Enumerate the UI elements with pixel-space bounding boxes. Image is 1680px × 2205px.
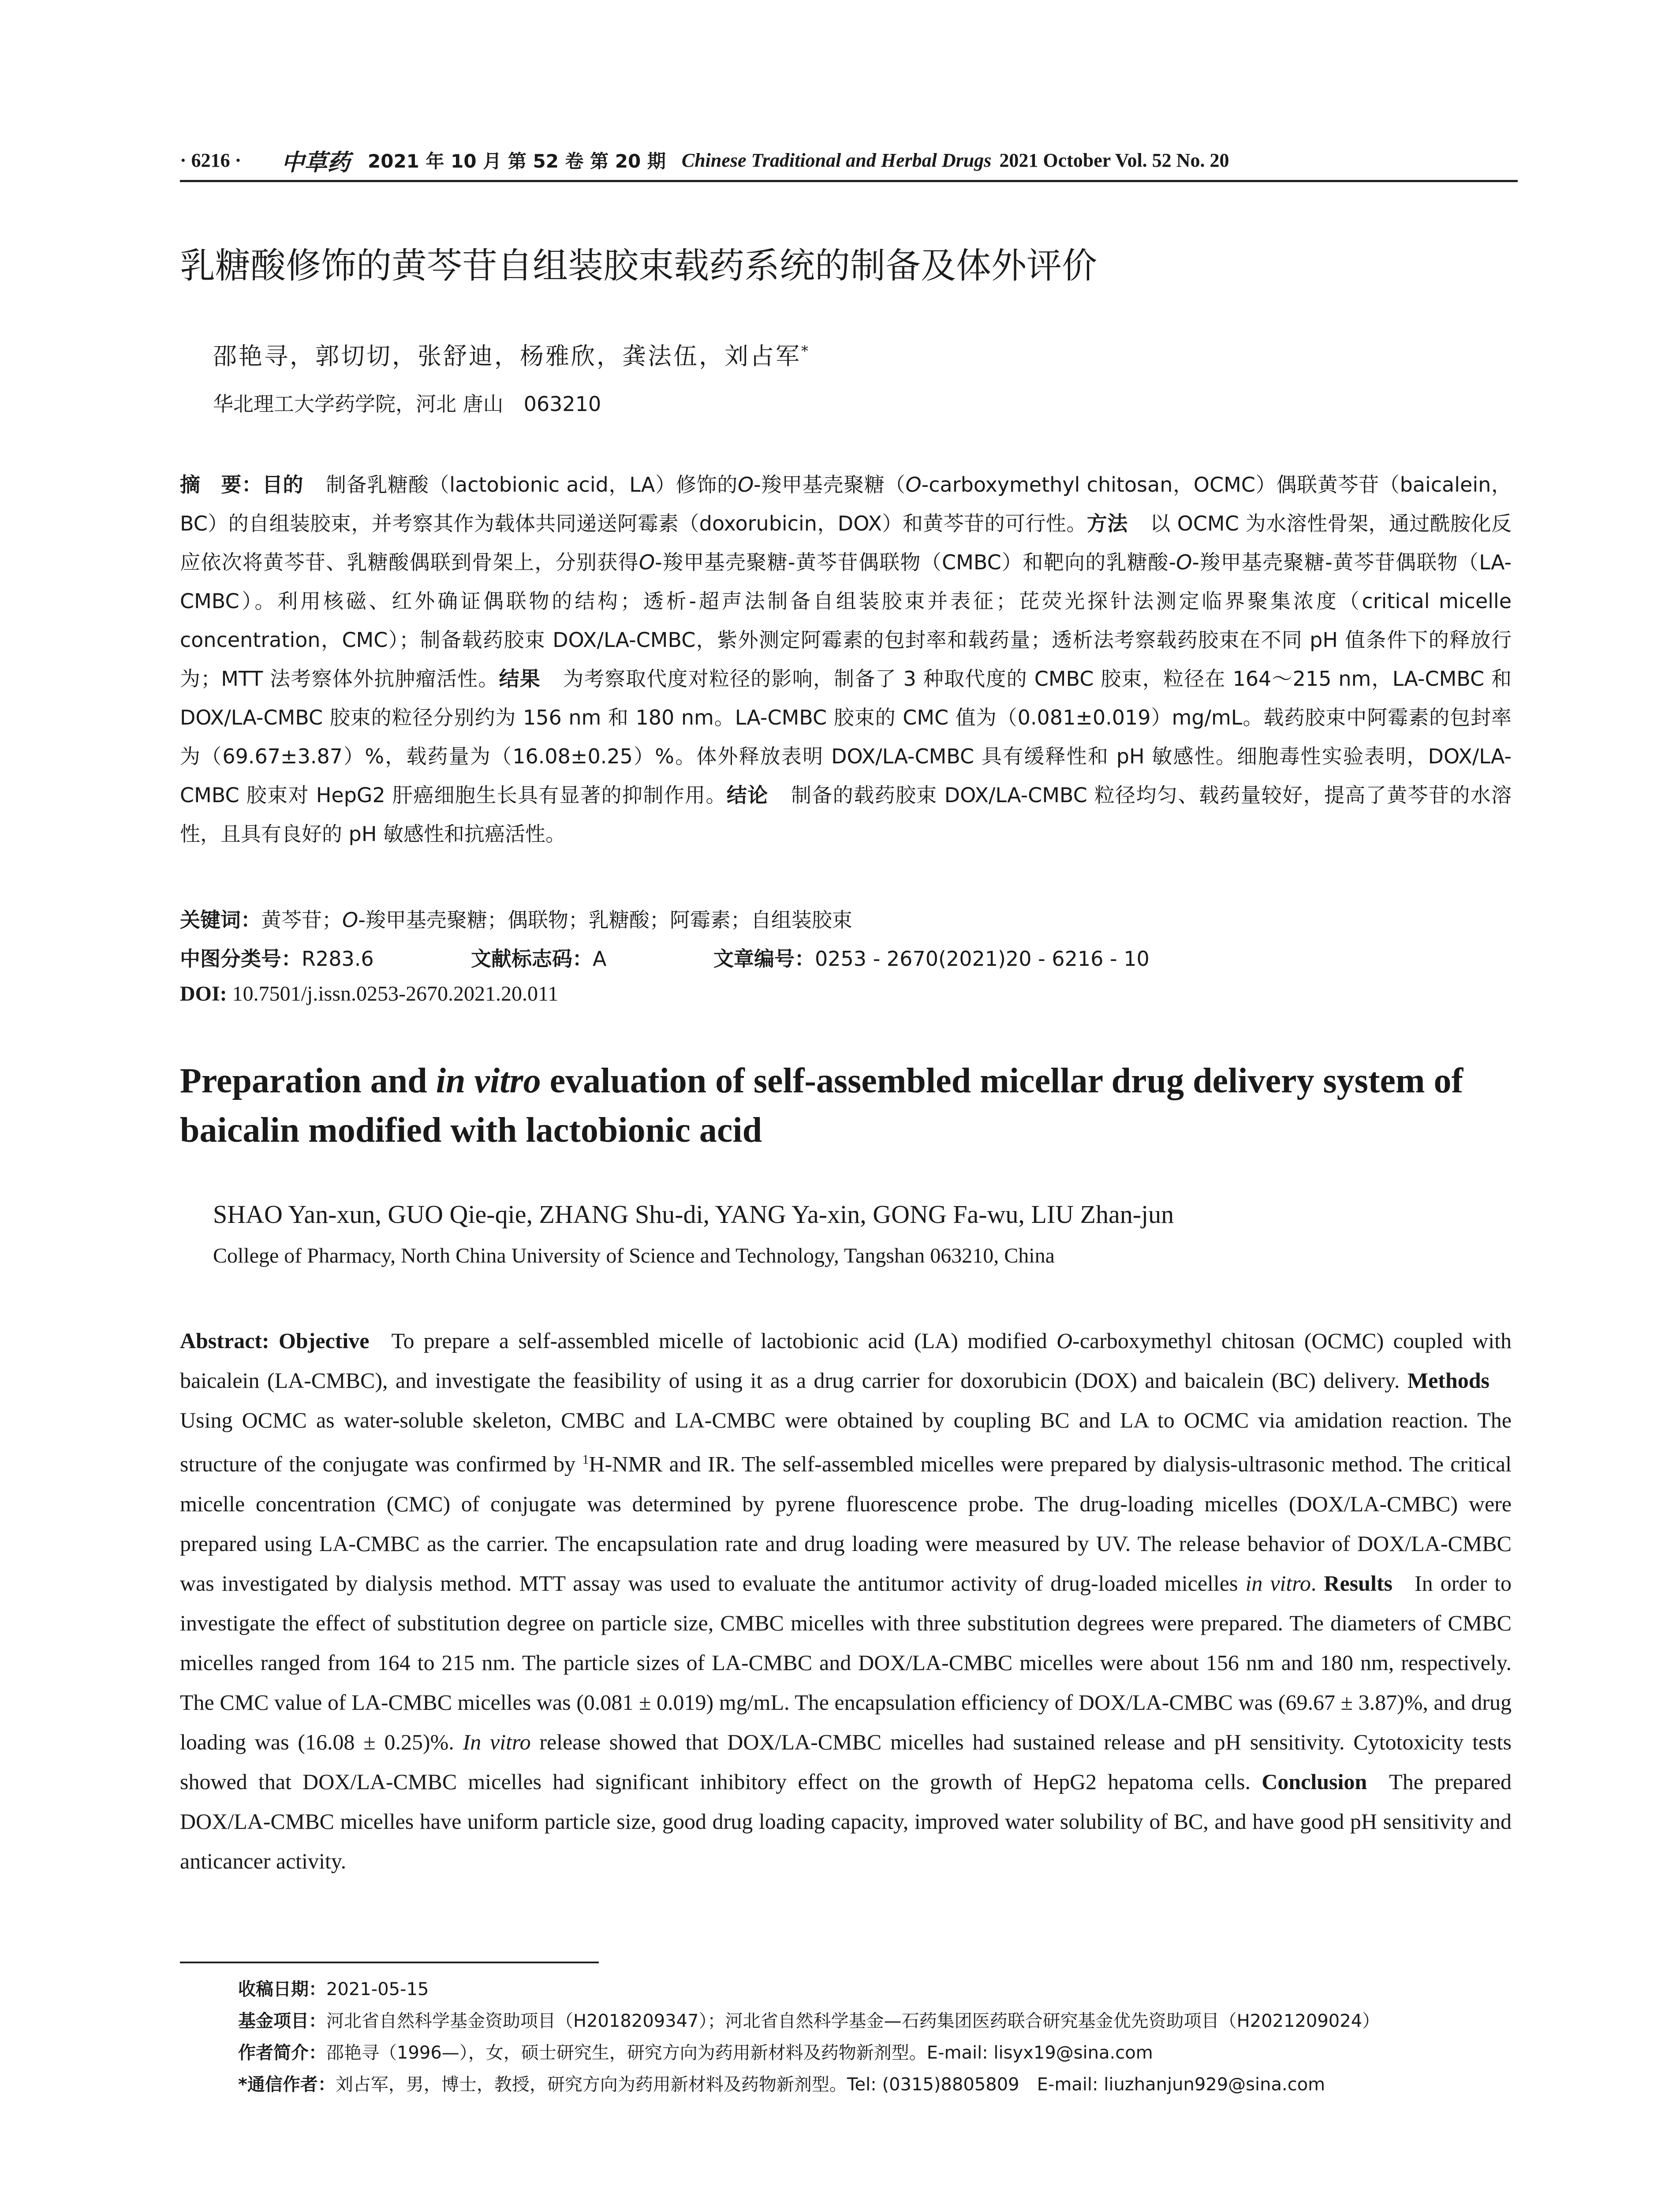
title-en-italic: in vitro [436,1061,541,1100]
results-text-cn: 为考察取代度对粒径的影响，制备了 3 种取代度的 CMBC 胶束，粒径在 164～215 nm，LA-CMBC 和 DOX/LA-CMBC 胶束的粒径分别约为 156 nm 和 180 nm。LA-CMBC 胶束的 CMC 值为（0.081±0.019）mg/mL。载药胶束中阿霉素的包封率为（69.67±3.87）%，载药量为（16.08±0.25）%。体外释放表明 DOX/LA-CMBC 具有缓释性和 pH 敏感性。细胞毒性实验表明，DOX/LA-CMBC 胶束对 HepG2 肝癌细胞生长具有显著的抑制作用。 [180,667,1512,807]
issue-date-en: 2021 October Vol. 52 No. 20 [999,149,1229,171]
methods-label-en: Methods [1407,1368,1490,1393]
doc-code-value: A [593,947,607,971]
article-title-en [180,1056,1547,1155]
methods-text-en: Using OCMC as water-soluble skeleton, CMBC and LA-CMBC were obtained by coupling BC and LA to OCMC via amidation reaction. The structure of the conjugate was confirmed by [180,1408,1512,1476]
conclusion-text-en: The prepared DOX/LA-CMBC micelles have uniform particle size, good drug loading capacity, improved water solubility of BC, and have good pH sensitivity and anticancer activity. [180,1769,1512,1873]
affiliation-cn: 华北理工大学药学院，河北 唐山 063210 [213,392,601,416]
affiliation-en: College of Pharmacy, North China University of Science and Technology, Tangshan 063210, China [213,1244,1055,1267]
title-en-part-2: evaluation of self-assembled micellar drug delivery system of baicalin modified with lactobionic acid [180,1061,1463,1150]
objective-text-en-2: -carboxymethyl chitosan (OCMC) coupled with baicalein (LA-CMBC), and investigate the feasibility of using it as a drug carrier for doxorubicin (DOX) and baicalein (BC) delivery. [180,1328,1512,1393]
results-text-en: In order to investigate the effect of substitution degree on particle size, CMBC micelles with three substitution degrees were prepared. The diameters of CMBC micelles ranged from 164 to 215 nm. The particle sizes of LA-CMBC and DOX/LA-CMBC micelles were about 156 nm and 180 nm, respectively. The CMC value of LA-CMBC micelles was (0.081 ± 0.019) mg/mL. The encapsulation efficiency of DOX/LA-CMBC was (69.67 ± 3.87)%, and drug loading was (16.08 ± 0.25)%. [180,1570,1512,1754]
doc-code-label: 文献标志码： [471,947,593,971]
keywords-text-cn: 黄芩苷； [261,908,342,932]
authors-cn [213,337,810,371]
article-number-value: 0253 - 2670(2021)20 - 6216 - 10 [815,947,1150,971]
page-number: · 6216 · [180,149,242,171]
corresponding-label: *通信作者： [238,2074,336,2095]
italic-o: O [737,473,754,497]
conclusion-label-en: Conclusion [1262,1769,1367,1794]
italic-o: O [1176,550,1192,574]
classification-line [180,943,1547,972]
superscript-one: 1 [582,1452,589,1467]
doi-value[interactable]: 10.7501/j.issn.0253-2670.2021.20.011 [232,982,559,1005]
doi-line [180,982,1547,1006]
abstract-en [180,1321,1512,1881]
italic-o: O [905,473,922,497]
objective-text-cn: 制备乳糖酸（lactobionic acid，LA）修饰的 [325,473,738,497]
journal-name-cn: 中草药 [281,149,351,176]
author-bio-note [238,2037,1539,2069]
keywords-cn [180,904,1547,933]
authors-en: SHAO Yan-xun, GUO Qie-qie, ZHANG Shu-di, YANG Ya-xin, GONG Fa-wu, LIU Zhan-jun [213,1200,1174,1229]
clc-label: 中图分类号： [180,947,302,971]
received-value: 2021-05-15 [326,1979,429,1999]
objective-label-cn: 目的 [262,473,304,497]
clc-value: R283.6 [302,947,374,971]
keywords-text-cn-2: -羧甲基壳聚糖；偶联物；乳糖酸；阿霉素；自组装胶束 [358,908,852,932]
italic-o: O [638,550,655,574]
results-label-en: Results [1324,1570,1393,1596]
received-date-note [238,1973,1539,2005]
methods-label-cn: 方法 [1086,512,1128,535]
italic-o: O [1056,1328,1073,1353]
journal-name-en: Chinese Traditional and Herbal Drugs [681,149,992,171]
fund-value: 河北省自然科学基金资助项目（H2018209347）；河北省自然科学基金—石药集团医药联合研究基金优先资助项目（H2021209024） [326,2011,1380,2031]
keywords-label-cn: 关键词： [180,908,261,932]
fund-label: 基金项目： [238,2011,326,2031]
issue-date-cn: 2021 年 10 月 第 52 卷 第 20 期 [368,150,666,172]
article-title-cn: 乳糖酸修饰的黄芩苷自组装胶束载药系统的制备及体外评价 [180,245,1097,286]
running-header [180,140,1518,182]
methods-italic: in vitro [1245,1570,1311,1596]
corresponding-mark: * [801,343,810,359]
footnote-divider [180,1962,599,1963]
author-bio-label: 作者简介： [238,2043,326,2063]
objective-text-cn-2: -羧甲基壳聚糖（ [754,473,906,497]
results-text-en-2: release showed that DOX/LA-CMBC micelles had sustained release and pH sensitivity. Cytotoxicity tests showed that DOX/LA-CMBC micelles had significant inhibitory effect on the growth of HepG2 hepatoma cells. [180,1729,1512,1794]
methods-text-en-3: . [1310,1570,1317,1596]
abstract-cn [180,465,1512,853]
methods-text-cn-2: -羧甲基壳聚糖-黄芩苷偶联物（CMBC）和靶向的乳糖酸- [655,550,1176,574]
conclusion-label-cn: 结论 [726,783,769,807]
doi-label: DOI: [180,982,227,1005]
footnotes [238,1973,1539,2100]
objective-label-en: Abstract: Objective [180,1328,370,1353]
fund-note [238,2005,1539,2037]
corresponding-value: 刘占军，男，博士，教授，研究方向为药用新材料及药物新剂型。Tel: (0315)8805809 E-mail: liuzhanjun929@sina.com [335,2074,1325,2095]
results-italic: In vitro [463,1729,531,1754]
abstract-label-cn: 摘 要： [180,473,262,497]
objective-text-en: To prepare a self-assembled micelle of lactobionic acid (LA) modified [391,1328,1057,1353]
results-label-cn: 结果 [499,667,541,691]
title-en-part-1: Preparation and [180,1061,436,1100]
methods-text-cn: 以 OCMC 为水溶性骨架，通过酰胺化反应依次将黄芩苷、乳糖酸偶联到骨架上，分别获得 [180,512,1512,574]
author-list-cn: 邵艳寻，郭切切，张舒迪，杨雅欣，龚法伍，刘占军 [213,342,801,370]
italic-o: O [342,908,358,932]
corresponding-author-note [238,2069,1539,2100]
received-label: 收稿日期： [238,1979,326,1999]
author-bio-value: 邵艳寻（1996—），女，硕士研究生，研究方向为药用新材料及药物新剂型。E-mail: lisyx19@sina.com [326,2043,1153,2063]
objective-text-cn-3: -carboxymethyl chitosan，OCMC）偶联黄芩苷（baicalein，BC）的自组装胶束，并考察其作为载体共同递送阿霉素（doxorubicin，DOX）和黄芩苷的可行性。 [180,473,1512,535]
conclusion-text-cn: 制备的载药胶束 DOX/LA-CMBC 粒径均匀、载药量较好，提高了黄芩苷的水溶性，且具有良好的 pH 敏感性和抗癌活性。 [180,783,1512,846]
methods-text-en-2: H-NMR and IR. The self-assembled micelles were prepared by dialysis-ultrasonic method. The critical micelle concentration (CMC) of conjugate was determined by pyrene fluorescence probe. The drug-loading micelles (DOX/LA-CMBC) were prepared using LA-CMBC as the carrier. The encapsulation rate and drug loading were measured by UV. The release behavior of DOX/LA-CMBC was investigated by dialysis method. MTT assay was used to evaluate the antitumor activity of drug-loaded micelles [180,1451,1512,1596]
article-number-label: 文章编号： [713,947,815,971]
methods-text-cn-3: -羧甲基壳聚糖-黄芩苷偶联物（LA-CMBC）。利用核磁、红外确证偶联物的结构；透析-超声法制备自组装胶束并表征；芘荧光探针法测定临界聚集浓度（critical micelle concentration，CMC）；制备载药胶束 DOX/LA-CMBC，紫外测定阿霉素的包封率和载药量；透析法考察载药胶束在不同 pH 值条件下的释放行为；MTT 法考察体外抗肿瘤活性。 [180,550,1512,691]
